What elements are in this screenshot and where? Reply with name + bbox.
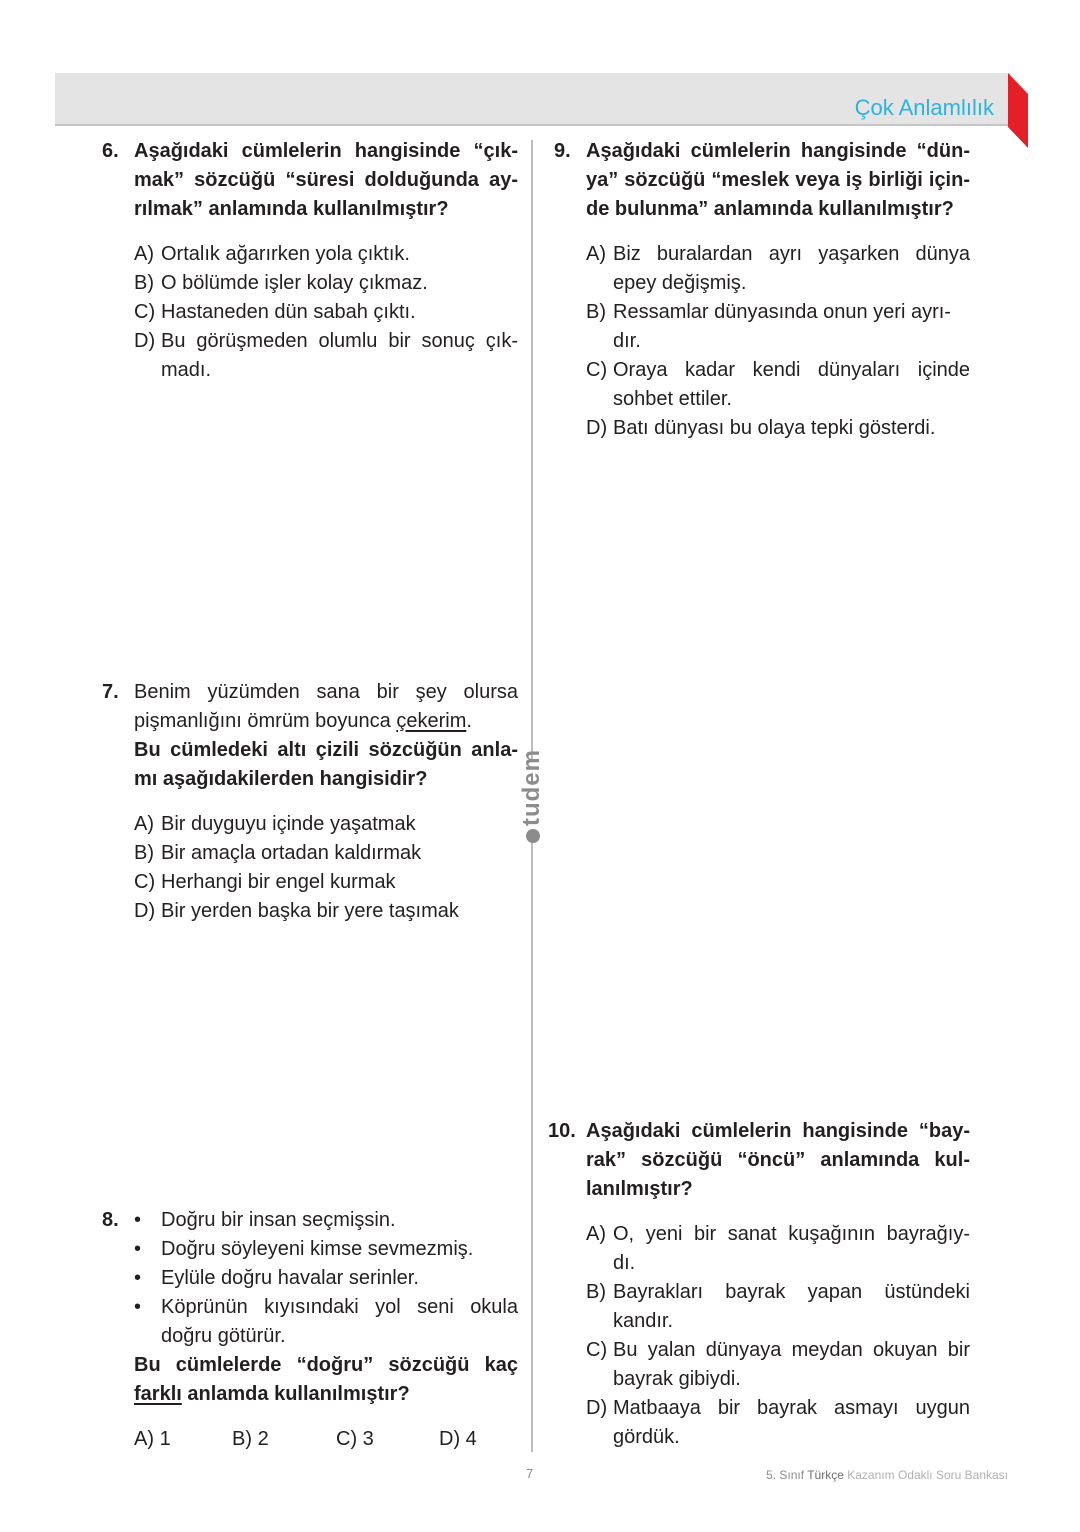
underlined-word: farklı (134, 1383, 182, 1405)
option-text: Bir yerden başka bir yere taşımak (161, 900, 459, 922)
option-text: Bir duyguyu içinde yaşatmak (161, 813, 416, 835)
bullet-text: Köprünün kıyısındaki yol seni okula (161, 1296, 518, 1318)
stem-line: lanılmıştır? (586, 1178, 693, 1200)
bullet-icon: • (134, 1296, 142, 1318)
option-label: A) (134, 813, 154, 835)
stem-line: rak” sözcüğü “öncü” anlamında kul- (586, 1149, 970, 1171)
option-label: A) (134, 1428, 154, 1450)
question-stem (586, 137, 970, 224)
option-a[interactable] (134, 810, 518, 839)
bullet-item (134, 1264, 518, 1293)
bullet-icon: • (134, 1267, 142, 1289)
book-title (766, 1468, 1008, 1482)
question-number: 7. (102, 681, 119, 703)
stem-line: Bu cümledeki altı çizili sözcüğün anla- (134, 739, 518, 761)
question-text-line: Benim yüzümden sana bir şey olursa (134, 681, 518, 703)
book-title-subject: Türkçe (807, 1468, 844, 1482)
option-text: 1 (159, 1428, 171, 1450)
option-a[interactable] (134, 240, 518, 269)
question-9 (554, 137, 970, 443)
question-stem (134, 1351, 518, 1409)
bullet-text: Doğru söyleyeni kimse sevmezmiş. (161, 1238, 474, 1260)
question-6 (102, 137, 518, 385)
question-10 (548, 1117, 970, 1452)
bullet-text: Doğru bir insan seçmişsin. (161, 1209, 396, 1231)
option-label: C) (586, 359, 608, 381)
page-number: 7 (526, 1466, 534, 1481)
stem-line: Aşağıdaki cümlelerin hangisinde “çık- (134, 140, 518, 162)
option-label: C) (134, 301, 156, 323)
logo-dot-icon (526, 829, 540, 843)
option-b[interactable] (586, 298, 970, 356)
stem-line: mı aşağıdakilerden hangisidir? (134, 768, 428, 790)
logo-text: tudem (518, 749, 545, 826)
option-text: Bayrakları bayrak yapan üstündeki (613, 1281, 970, 1303)
stem-line: de bulunma” anlamında kullanılmıştır? (586, 198, 954, 220)
option-text: 3 (362, 1428, 374, 1450)
bullet-item (134, 1235, 518, 1264)
option-label: D) (586, 417, 608, 439)
option-label: D) (439, 1428, 461, 1450)
option-text: Herhangi bir engel kurmak (161, 871, 396, 893)
question-number: 10. (548, 1120, 576, 1142)
bullet-item (134, 1293, 518, 1351)
option-label: B) (134, 842, 154, 864)
option-text: Biz buralardan ayrı yaşarken dünya (613, 243, 970, 265)
option-d[interactable] (134, 327, 518, 385)
option-d[interactable] (586, 414, 970, 443)
section-title: Çok Anlamlılık (854, 95, 994, 120)
red-corner-tab (1008, 73, 1028, 148)
bullet-text: Eylüle doğru havalar serinler. (161, 1267, 419, 1289)
bullet-text: doğru götürür. (161, 1325, 286, 1347)
option-a[interactable] (134, 1425, 232, 1454)
option-text: Bu yalan dünyaya meydan okuyan bir (613, 1339, 970, 1361)
option-text: O bölümde işler kolay çıkmaz. (161, 272, 428, 294)
option-b[interactable] (134, 839, 518, 868)
header-rule (55, 124, 1010, 126)
underlined-word: çekerim (396, 710, 467, 732)
option-text: bayrak gibiydi. (613, 1368, 741, 1390)
option-c[interactable] (336, 1425, 439, 1454)
option-d[interactable] (586, 1394, 970, 1452)
option-label: B) (134, 272, 154, 294)
option-text: epey değişmiş. (613, 272, 747, 294)
question-stem (134, 736, 518, 794)
question-text-line (134, 707, 518, 736)
bullet-icon: • (134, 1209, 142, 1231)
stem-line: ya” sözcüğü “meslek veya iş birliği için- (586, 169, 970, 191)
stem-line (134, 1380, 518, 1409)
option-label: C) (336, 1428, 358, 1450)
option-c[interactable] (134, 298, 518, 327)
option-text: sohbet ettiler. (613, 388, 732, 410)
option-text: Ortalık ağarırken yola çıktık. (161, 243, 410, 265)
option-a[interactable] (586, 240, 970, 298)
option-label: A) (586, 243, 606, 265)
option-label: D) (134, 900, 156, 922)
option-text: gördük. (613, 1426, 680, 1448)
option-a[interactable] (586, 1220, 970, 1278)
option-d[interactable] (439, 1425, 477, 1454)
option-label: D) (586, 1397, 608, 1419)
text-part: anlamda kullanılmıştır? (181, 1383, 410, 1405)
question-number: 6. (102, 140, 119, 162)
option-b[interactable] (232, 1425, 336, 1454)
option-c[interactable] (586, 356, 970, 414)
option-text: dı. (613, 1252, 636, 1274)
option-label: C) (134, 871, 156, 893)
option-text: Oraya kadar kendi dünyaları içinde (613, 359, 970, 381)
question-number: 8. (102, 1209, 119, 1231)
bullet-item (134, 1206, 518, 1235)
option-label: D) (134, 330, 156, 352)
option-text: 2 (257, 1428, 269, 1450)
option-text: Matbaaya bir bayrak asmayı uygun (613, 1397, 970, 1419)
question-stem (586, 1117, 970, 1204)
option-text: Hastaneden dün sabah çıktı. (161, 301, 416, 323)
option-label: A) (586, 1223, 606, 1245)
option-text: kandır. (613, 1310, 674, 1332)
bullet-icon: • (134, 1238, 142, 1260)
stem-line: Bu cümlelerde “doğru” sözcüğü kaç (134, 1354, 518, 1376)
answer-row (134, 1425, 518, 1454)
question-number: 9. (554, 140, 571, 162)
option-c[interactable] (134, 868, 518, 897)
book-title-part: Kazanım Odaklı Soru Bankası (847, 1468, 1008, 1482)
option-label: B) (232, 1428, 252, 1450)
option-b[interactable] (586, 1278, 970, 1336)
stem-line: mak” sözcüğü “süresi dolduğunda ay- (134, 169, 518, 191)
option-text: 4 (465, 1428, 477, 1450)
option-label: B) (586, 1281, 606, 1303)
option-text: Batı dünyası bu olaya tepki gösterdi. (613, 417, 936, 439)
option-d[interactable] (134, 897, 518, 926)
option-b[interactable] (134, 269, 518, 298)
option-text: Bir amaçla ortadan kaldırmak (161, 842, 422, 864)
option-label: A) (134, 243, 154, 265)
option-text: madı. (161, 359, 212, 381)
book-title-part: 5. Sınıf (766, 1468, 805, 1482)
option-label: B) (586, 301, 606, 323)
option-text: Bu görüşmeden olumlu bir sonuç çık- (161, 330, 518, 352)
option-text: Ressamlar dünyasında onun yeri ayrı- (613, 301, 951, 323)
question-8 (102, 1206, 518, 1454)
option-text: dır. (613, 330, 641, 352)
question-7 (102, 678, 518, 926)
option-text: O, yeni bir sanat kuşağının bayrağıy- (613, 1223, 970, 1245)
text-part: pişmanlığını ömrüm boyunca (134, 710, 397, 732)
stem-line: Aşağıdaki cümlelerin hangisinde “dün- (586, 140, 970, 162)
question-stem (134, 137, 518, 224)
option-label: C) (586, 1339, 608, 1361)
option-c[interactable] (586, 1336, 970, 1394)
tudem-logo (512, 749, 552, 832)
text-part: . (466, 710, 472, 732)
stem-line: Aşağıdaki cümlelerin hangisinde “bay- (586, 1120, 970, 1142)
stem-line: rılmak” anlamında kullanılmıştır? (134, 198, 449, 220)
